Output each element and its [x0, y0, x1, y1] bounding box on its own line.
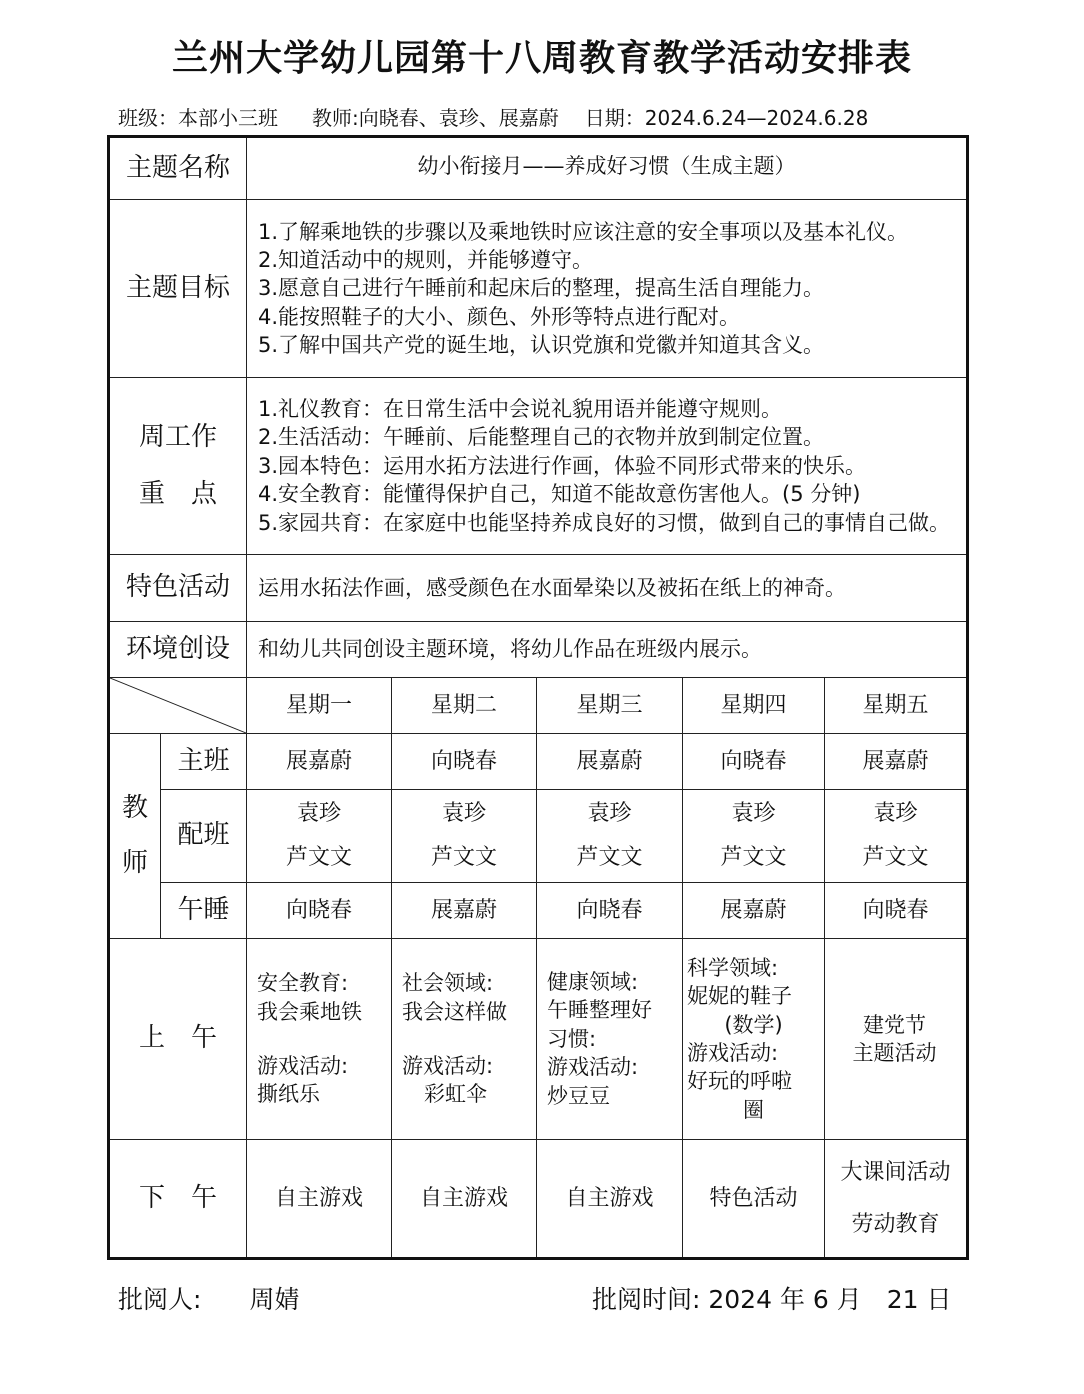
focus-item: 1.礼仪教育：在日常生活中会说礼貌用语并能遵守规则。: [258, 397, 783, 422]
activity-line: 大课间活动: [840, 1159, 951, 1185]
afternoon-mon: 自主游戏: [247, 1140, 392, 1259]
date-info: 日期：2024.6.24—2024.6.28: [584, 106, 869, 130]
main-teacher-wed: 展嘉蔚: [537, 734, 683, 790]
reviewer-name: 周婧: [249, 1285, 300, 1314]
nap-teacher-wed: 向晓春: [537, 883, 683, 939]
activity-line: 好玩的呼啦: [687, 1069, 793, 1094]
activity-line: 科学领域:: [687, 955, 779, 980]
assist-name: 袁珍: [587, 801, 632, 827]
day-header-fri: 星期五: [825, 678, 968, 734]
activity-line: 我会乘地铁: [257, 999, 363, 1024]
focus-label-line2: 重 点: [139, 479, 218, 509]
activity-line: 游戏活动:: [402, 1054, 494, 1078]
goal-item: 4.能按照鞋子的大小、颜色、外形等特点进行配对。: [258, 304, 741, 329]
diagonal-header-cell: [109, 678, 247, 734]
activity-line: 劳动教育: [851, 1211, 940, 1237]
schedule-table: [107, 135, 969, 1260]
activity-line: 游戏活动:: [547, 1055, 639, 1080]
main-teacher-label: 主班: [161, 734, 247, 790]
focus-list: [247, 378, 968, 555]
activity-line: 主题活动: [852, 1041, 937, 1065]
day-header-wed: 星期三: [537, 678, 683, 734]
activity-line: 习惯:: [547, 1026, 597, 1051]
focus-item: 4.安全教育：能懂得保护自己，知道不能故意伤害他人。(5 分钟): [258, 482, 861, 507]
activity-line: 圈: [743, 1097, 765, 1122]
focus-item: 3.园本特色：运用水拓方法进行作画，体验不同形式带来的快乐。: [258, 453, 867, 478]
assist-name: 袁珍: [873, 801, 918, 827]
morning-mon: [247, 939, 392, 1140]
morning-wed: [537, 939, 683, 1140]
afternoon-thu: 特色活动: [683, 1140, 825, 1259]
goal-item: 5.了解中国共产党的诞生地，认识党旗和党徽并知道其含义。: [258, 333, 825, 358]
assist-teacher-fri: [825, 790, 968, 883]
nap-teacher-tue: 展嘉蔚: [392, 883, 537, 939]
assist-name: 芦文文: [431, 845, 498, 870]
assist-teacher-mon: [247, 790, 392, 883]
activity-line: 我会这样做: [402, 999, 508, 1024]
activity-line: 妮妮的鞋子: [687, 984, 793, 1009]
assist-name: 芦文文: [862, 845, 929, 870]
reviewer-block: [118, 1280, 299, 1316]
class-info: 班级：本部小三班: [118, 106, 278, 130]
assist-name: 芦文文: [720, 845, 787, 870]
teacher-label-line2: 师: [121, 848, 148, 878]
activity-line: 建党节: [863, 1012, 927, 1037]
teachers-info: 教师:向晓春、袁珍、展嘉蔚: [312, 106, 559, 130]
day-header-tue: 星期二: [392, 678, 537, 734]
meta-line: [118, 102, 868, 131]
goal-item: 1.了解乘地铁的步骤以及乘地铁时应该注意的安全事项以及基本礼仪。: [258, 219, 909, 244]
activity-line: 彩虹伞: [424, 1082, 488, 1107]
goal-item: 3.愿意自己进行午睡前和起床后的整理，提高生活自理能力。: [258, 276, 825, 301]
morning-thu: [683, 939, 825, 1140]
assist-name: 袁珍: [731, 801, 776, 827]
goals-list: [247, 200, 968, 378]
review-time: 批阅时间: 2024 年 6 月 21 日: [592, 1285, 952, 1314]
main-teacher-thu: 向晓春: [683, 734, 825, 790]
day-header-mon: 星期一: [247, 678, 392, 734]
morning-tue: [392, 939, 537, 1140]
assist-name: 芦文文: [286, 845, 353, 870]
activity-line: 游戏活动:: [687, 1041, 779, 1065]
reviewer-label: 批阅人:: [118, 1285, 202, 1314]
environment-value: 和幼儿共同创设主题环境，将幼儿作品在班级内展示。: [247, 622, 968, 678]
activity-line: 社会领域:: [402, 971, 494, 996]
page-title: 兰州大学幼儿园第十八周教育教学活动安排表: [171, 38, 912, 79]
morning-label: 上 午: [109, 939, 247, 1140]
environment-label: 环境创设: [109, 622, 247, 678]
main-teacher-tue: 向晓春: [392, 734, 537, 790]
diagonal-line: [110, 678, 246, 733]
afternoon-tue: 自主游戏: [392, 1140, 537, 1259]
afternoon-fri: [825, 1140, 968, 1259]
assist-teacher-label: 配班: [161, 790, 247, 883]
nap-teacher-label: 午睡: [161, 883, 247, 939]
assist-teacher-tue: [392, 790, 537, 883]
afternoon-wed: 自主游戏: [537, 1140, 683, 1259]
activity-line: (数学): [724, 1012, 783, 1037]
teacher-label-line1: 教: [121, 792, 148, 823]
focus-label-line1: 周工作: [139, 421, 218, 452]
day-header-thu: 星期四: [683, 678, 825, 734]
theme-value: 幼小衔接月——养成好习惯（生成主题）: [247, 137, 968, 200]
morning-fri: [825, 939, 968, 1140]
main-teacher-fri: 展嘉蔚: [825, 734, 968, 790]
activity-line: 炒豆豆: [547, 1083, 611, 1108]
assist-name: 袁珍: [442, 801, 487, 827]
activity-line: 健康领域:: [547, 970, 639, 995]
focus-item: 5.家园共育：在家庭中也能坚持养成良好的习惯，做到自己的事情自己做。: [258, 510, 951, 535]
activity-line: 安全教育:: [257, 971, 349, 996]
theme-label: 主题名称: [109, 137, 247, 200]
assist-name: 芦文文: [576, 845, 643, 870]
special-value: 运用水拓法作画，感受颜色在水面晕染以及被拓在纸上的神奇。: [247, 555, 968, 622]
activity-line: 午睡整理好: [547, 998, 653, 1023]
special-label: 特色活动: [109, 555, 247, 622]
goal-item: 2.知道活动中的规则，并能够遵守。: [258, 247, 594, 272]
activity-line: 撕纸乐: [257, 1082, 321, 1107]
assist-teacher-wed: [537, 790, 683, 883]
nap-teacher-thu: 展嘉蔚: [683, 883, 825, 939]
goals-label: 主题目标: [109, 200, 247, 378]
nap-teacher-mon: 向晓春: [247, 883, 392, 939]
assist-teacher-thu: [683, 790, 825, 883]
main-teacher-mon: 展嘉蔚: [247, 734, 392, 790]
focus-label: [109, 378, 247, 555]
teacher-block-label: [109, 734, 161, 939]
afternoon-label: 下 午: [109, 1140, 247, 1259]
activity-line: 游戏活动:: [257, 1054, 349, 1078]
focus-item: 2.生活活动：午睡前、后能整理自己的衣物并放到制定位置。: [258, 425, 825, 450]
assist-name: 袁珍: [297, 801, 342, 827]
nap-teacher-fri: 向晓春: [825, 883, 968, 939]
